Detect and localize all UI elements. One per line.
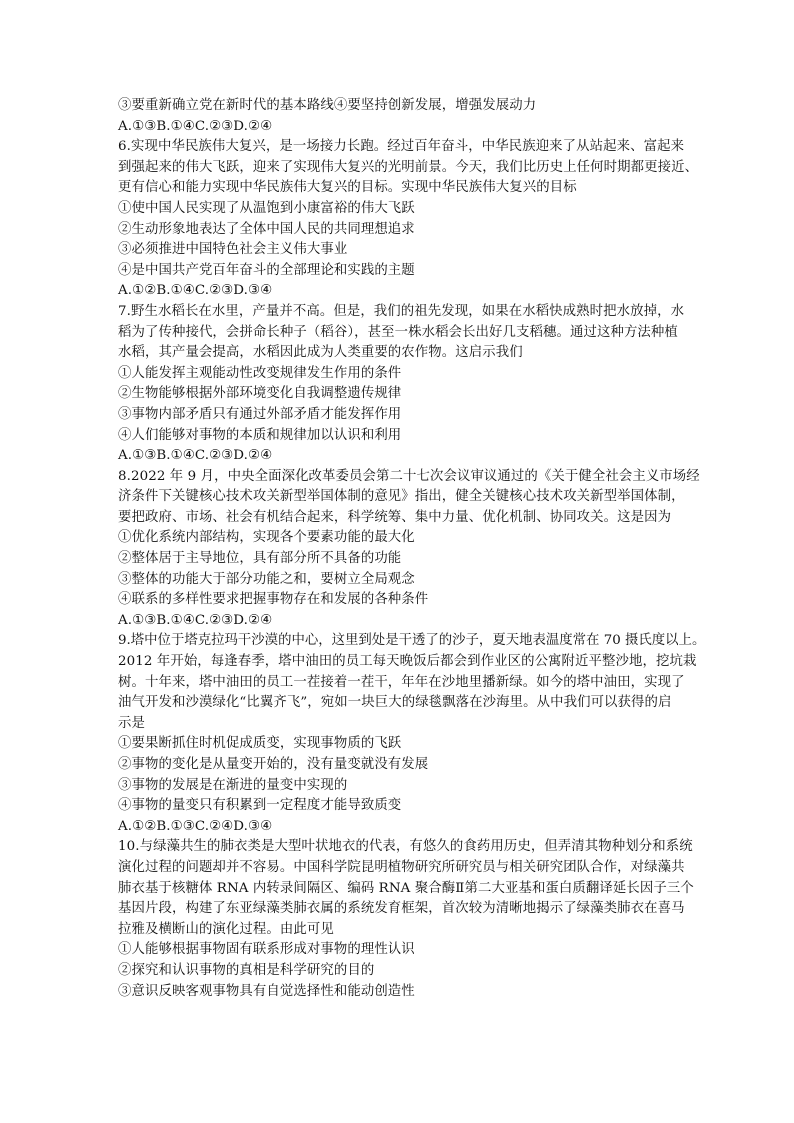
question-10-stem: 演化过程的问题却并不容易。中国科学院昆明植物研究所研究员与相关研究团队合作，对绿藻共 <box>118 859 685 875</box>
question-9-stem: 树。十年来，塔中油田的员工一茬接着一茬干，年年在沙地里播新绿。如今的塔中油田，实现了 <box>118 674 685 690</box>
option-line: ②生物能够根据外部环境变化自我调整遗传规律 <box>118 386 402 402</box>
question-6-stem: 到强起来的伟大飞跃，迎来了实现伟大复兴的光明前景。今天，我们比历史上任何时期都更接近、 <box>118 159 699 175</box>
question-10-stem: 肺衣基于核糖体 RNA 内转录间隔区、编码 RNA 聚合酶Ⅱ第二大亚基和蛋白质翻译延长因子三个 <box>118 880 694 896</box>
option-line: ③整体的功能大于部分功能之和，要树立全局观念 <box>118 571 415 587</box>
option-line: ③事物的发展是在渐进的量变中实现的 <box>118 777 348 793</box>
question-10-stem: 10.与绿藻共生的肺衣类是大型叶状地衣的代表，有悠久的食药用历史，但弄清其物种划分和系统 <box>118 839 693 855</box>
question-9-stem: 9.塔中位于塔克拉玛干沙漠的中心，这里到处是干透了的沙子，夏天地表温度常在 70 摄氏度以上。 <box>118 633 706 649</box>
option-line: ③意识反映客观事物具有自觉选择性和能动创造性 <box>118 983 415 999</box>
answer-choices: A.①②B.①④C.②③D.③④ <box>118 283 273 299</box>
option-line: ②生动形象地表达了全体中国人民的共同理想追求 <box>118 221 415 237</box>
answer-choices: A.①③B.①④C.②③D.②④ <box>118 118 273 134</box>
option-line: ④人们能够对事物的本质和规律加以认识和利用 <box>118 427 402 443</box>
option-line: ③事物内部矛盾只有通过外部矛盾才能发挥作用 <box>118 406 402 422</box>
option-line: ③要重新确立党在新时代的基本路线④要坚持创新发展，增强发展动力 <box>118 98 537 113</box>
option-line: ③必须推进中国特色社会主义伟大事业 <box>118 242 348 258</box>
option-line: ①使中国人民实现了从温饱到小康富裕的伟大飞跃 <box>118 200 415 216</box>
question-10-stem: 基因片段，构建了东亚绿藻类肺衣属的系统发育框架，首次较为清晰地揭示了绿藻类肺衣在喜马 <box>118 901 685 917</box>
question-7-stem: 水稻，其产量会提高，水稻因此成为人类重要的农作物。这启示我们 <box>118 345 523 361</box>
exam-page <box>118 96 708 1002</box>
question-9-stem: 油气开发和沙漠绿化“比翼齐飞”，宛如一块巨大的绿毯飘落在沙海里。从中我们可以获得的启 <box>118 695 672 711</box>
option-line: ②事物的变化是从量变开始的，没有量变就没有发展 <box>118 757 429 772</box>
answer-choices: A.①③B.①④C.②③D.②④ <box>118 448 273 464</box>
question-10-stem: 拉雅及横断山的演化过程。由此可见 <box>118 921 334 937</box>
option-line: ①人能发挥主观能动性改变规律发生作用的条件 <box>118 365 402 381</box>
question-7-stem: 7.野生水稻长在水里，产量并不高。但是，我们的祖先发现，如果在水稻快成熟时把水放掉，水 <box>118 303 685 319</box>
question-7-stem: 稻为了传种接代，会拼命长种子（稻谷），甚至一株水稻会长出好几支稻穗。通过这种方法种植 <box>118 324 678 340</box>
answer-choices: A.①②B.①③C.②④D.③④ <box>118 818 273 834</box>
option-line: ④联系的多样性要求把握事物存在和发展的各种条件 <box>118 592 429 608</box>
option-line: ④是中国共产党百年奋斗的全部理论和实践的主题 <box>118 262 415 278</box>
option-line: ①要果断抓住时机促成质变，实现事物质的飞跃 <box>118 736 402 752</box>
question-6-stem: 更有信心和能力实现中华民族伟大复兴的目标。实现中华民族伟大复兴的目标 <box>118 180 577 196</box>
answer-choices: A.①③B.①④C.②③D.②④ <box>118 612 273 628</box>
question-9-stem: 2012 年开始，每逢春季，塔中油田的员工每天晚饭后都会到作业区的公寓附近平整沙地，挖坑栽 <box>118 654 697 670</box>
question-8-stem: 8.2022 年 9 月，中央全面深化改革委员会第二十七次会议审议通过的《关于健全社会主义市场经 <box>118 468 700 484</box>
question-8-stem: 济条件下关键核心技术攻关新型举国体制的意见》指出，健全关键核心技术攻关新型举国体制， <box>118 489 685 505</box>
option-line: ②整体居于主导地位，具有部分所不具备的功能 <box>118 551 402 567</box>
question-9-stem: 示是 <box>118 715 145 731</box>
option-line: ④事物的量变只有积累到一定程度才能导致质变 <box>118 798 402 814</box>
option-line: ①优化系统内部结构，实现各个要素功能的最大化 <box>118 530 415 546</box>
option-line: ①人能够根据事物固有联系形成对事物的理性认识 <box>118 942 415 958</box>
option-line: ②探究和认识事物的真相是科学研究的目的 <box>118 962 375 978</box>
question-6-stem: 6.实现中华民族伟大复兴，是一场接力长跑。经过百年奋斗，中华民族迎来了从站起来、富起来 <box>118 139 685 155</box>
question-8-stem: 要把政府、市场、社会有机结合起来，科学统筹、集中力量、优化机制、协同攻关。这是因为 <box>118 509 672 525</box>
